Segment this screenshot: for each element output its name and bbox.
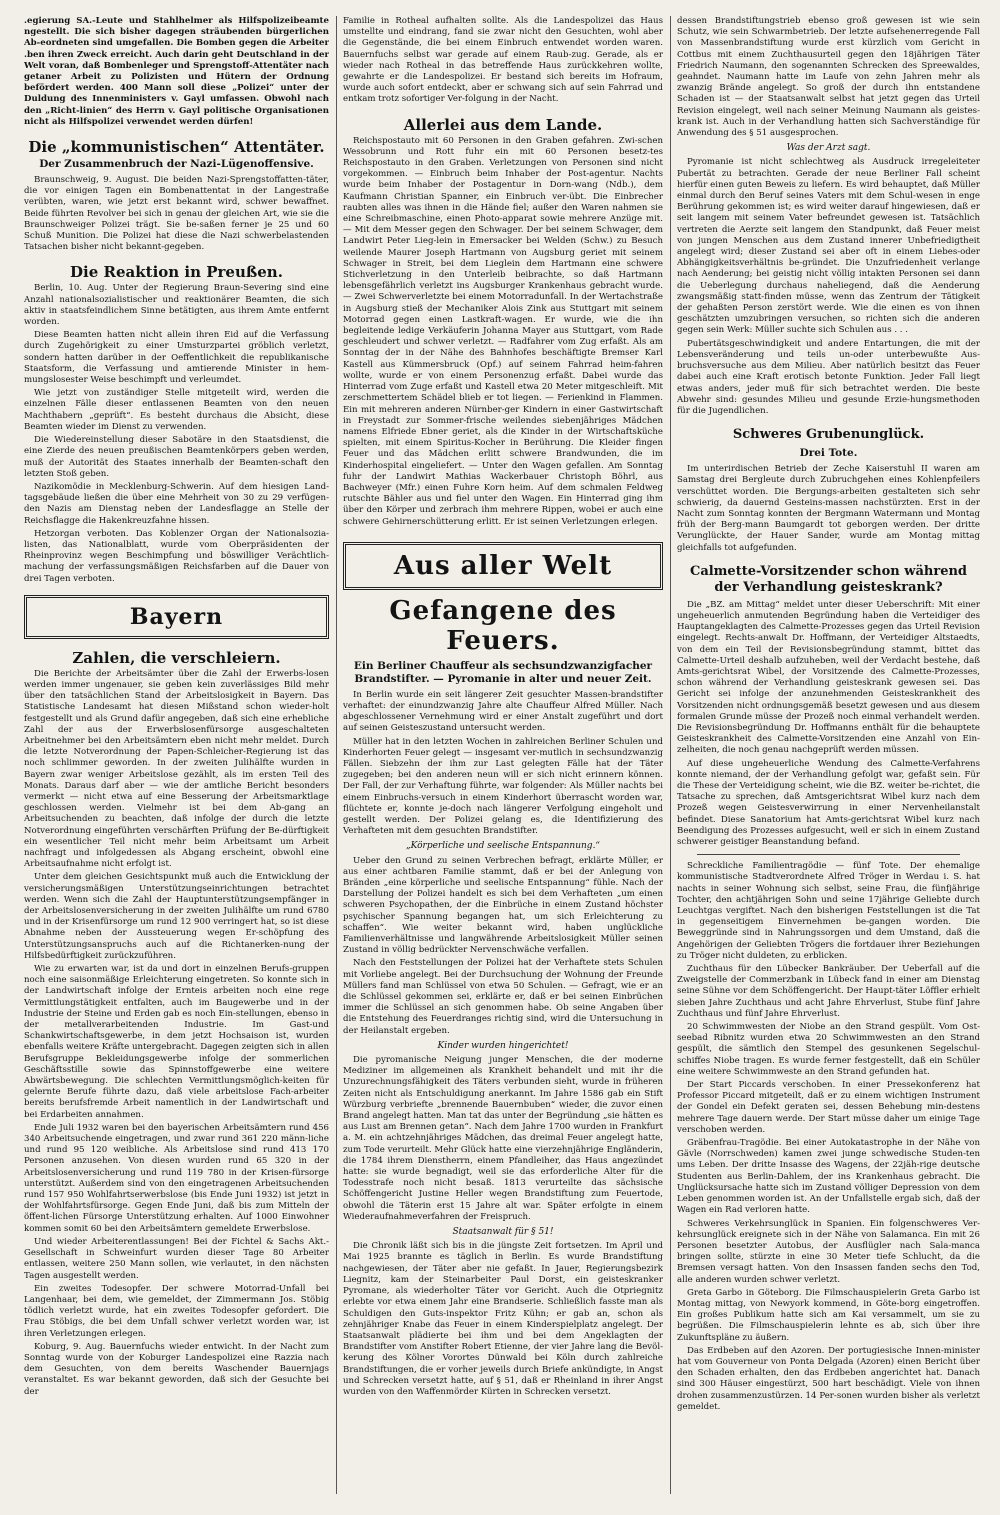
article-paragraph: Die Berichte der Arbeitsämter über die Zahl der Erwerbs-losen werden immer ungenauer, sie geben kein zuverlässiges Bild mehr über den tatsächlichen Stand der Arbeitslosigkeit in Bayern. Das Statistische Landesamt hat diesen Mißstand schon wieder-holt festgestellt und als Grund dafür angegeben, daß sich eine erhebliche Zahl der aus der Erwerbslosenfürsorge ausgeschalteten Arbeitnehmer bei den Arbeitsämtern eben nicht mehr meldet. Durch die letzte Notverordnung der Papen-Schleicher-Regierung ist das noch schlimmer geworden. In der zweiten Julihälfte wurden in Bayern zwar weniger Arbeitslose gezählt, als im ersten Teil des Monats. Daraus darf aber — wie der amtliche Bericht besonders vermerkt — nicht etwa auf eine Besserung der Arbeitsmarktlage geschlossen werden. Vielmehr ist bei dem Ab-gang an Arbeitsuchenden zu beachten, daß infolge der durch die letzte Notverordnung eingeführten verschärften Prüfung der Be-dürftigkeit ein wesentlicher Teil nicht mehr beim Arbeitsamt um Arbeit nachfragt und infolgedessen als Abgang erscheint, obwohl eine Arbeitsaufnahme nicht erfolgt ist. xyxy=(24,668,329,870)
article-paragraph: Unter dem gleichen Gesichtspunkt muß auch die Entwicklung der versicherungsmäßigen Unterstützungseinrichtungen betrachtet werden. Wenn sich die Zahl der Hauptunterstützungsempfänger in der Arbeitslosenversicherung in der zweiten Julihälfte um rund 6780 und in der Krisenfürsorge um rund 12 900 verringert hat, so ist diese Abnahme neben der Aussteuerung wegen Er-schöpfung des Unterstützungsanspruchs auch auf die Richtanerken-nung der Hilfsbedürftigkeit zurückzuführen. xyxy=(24,872,329,961)
article-paragraph: Pubertätsgeschwindigkeit und andere Entartungen, die mit der Lebensveränderung und teils un-oder unterbewußte Aus-bruchsversuche aus dem Milieu. Aber natürlich besitzt das Feuer dabei auch eine Kraft erotisch betonte Funktion. Jeder Fall liegt etwas anders, jeder muß für sich betrachtet werden. Die beste Abwehr sind: gesundes Milieu und gesunde Erzie-hungsmethoden für die Jugendlichen. xyxy=(677,338,980,416)
section-banner: Bayern xyxy=(24,595,329,639)
article-headline: Gefangene des Feuers. xyxy=(389,595,617,656)
section-banner: Aus aller Welt xyxy=(343,542,663,590)
article-paragraph: 20 Schwimmwesten der Niobe an den Strand gespült. Vom Ost-seebad Ribnitz wurden etwa 20 Schwimmwesten an den Strand gespült, die sämtlich den Stempel des gesunkenen Segelschul-schiffes Niobe tragen. Es wurde ferner festgestellt, daß ein Schüler eine weitere Schwimmweste an den Strand gefunden hat. xyxy=(677,1022,980,1077)
article-paragraph: Die pyromanische Neigung junger Menschen, die der moderne Mediziner im allgemeinen als Krankheit behandelt und mit ihr die Unzurechnungsfähigkeit des Täters verbunden sieht, wurde in früheren Zeiten nicht als Entschuldigung anerkannt. Im Jahre 1586 gab ein Stift Würzburg verbriefte „brennende Bauernbuben“ wieder, die zuvor einen Brand angelegt hatten. Man tat das unter der Begründung „sie hätten es aus Lust am Brennen getan“. Nach dem Jahre 1700 wurden in Frankfurt a. M. ein achtzehnjähriges Mädchen, das dreimal Feuer angelegt hatte, zum Tode verurteilt. Mehr Glück hatte eine vierzehnjährige Engländerin, die 1784 ihrem Dienstherrn, einem Pfandleiher, das Haus angezündet hatte: sie wurde begnadigt, weil sie das erforderliche Alter für die Todesstrafe noch nicht besaß. 1813 verurteilte das sächsische Schöffengericht Justine Heller wegen Brandstiftung zum Feuertode, obwohl die Täterin erst 15 Jahre alt war. Später erfolgte in einem Wiederaufnahmeverfahren der Freispruch. xyxy=(343,1055,663,1222)
article-headline: Zahlen, die verschleiern. xyxy=(72,648,281,667)
article-paragraph: Die Chronik läßt sich bis in die jüngste Zeit fortsetzen. Im April und Mai 1925 brannte es täglich in Berlin. Es wurde Brandstiftung nachgewiesen, der Täter aber nie gefaßt. In Jauer, Regierungsbezirk Liegnitz, kam der Steinarbeiter Paul Dorst, ein geisteskranker Pyromane, als wiederholter Täter vor Gericht. Auch die Otpriegnitz erlebte vor etwa einem Jahr eine Brandserie. Schließlich fasste man als Schuldigen den Guts-inspektor Fritz Kühn; er gab an, schon als zehnjähriger Knabe das Feuer in einem Kinderspielplatz angelegt. Der Staatsanwalt plädierte bei ihm und bei dem Angeklagten der Brandstifter vom Anstifter Robert Etienne, der vier Jahre lang die Bevöl-kerung des Kölner Vorortes Dünwald bei Köln durch zahlreiche Brandstiftungen, die er vorher jeweils durch Briefe ankündigte, in Angst und Schrecken versetzt hatte, auf § 51, daß er Rheinland in ihrer Angst wurden von den Waffenmörder Kürten in Schrecken versetzt. xyxy=(343,1241,663,1397)
article-paragraph: Koburg, 9. Aug. Bauernfuchs wieder entwicht. In der Nacht zum Sonntag wurde von der Koburger Landespolizei eine Razzia nach dem Gesuchten, von dem bereits Waschender Bauernjags veranstaltet. Es war bekannt geworden, daß sich der Gesuchte bei der xyxy=(24,1341,329,1397)
article-paragraph: Berlin, 10. Aug. Unter der Regierung Braun-Severing sind eine Anzahl nationalsozialistischer und reaktionärer Beamten, die sich aktiv in staatsfeindlichem Sinne betätigten, aus ihrem Amte entfernt worden. xyxy=(24,283,329,328)
article-paragraph: Schreckliche Familientragödie — fünf Tote. Der ehemalige kommunistische Stadtverordnete Alfred Tröger in Werdau i. S. hat nachts in seiner Wohnung sich selbst, seine Frau, die fünfjährige Tochter, den achtjährigen Sohn und seine 17jährige Geliebte durch Leuchtgas vergiftet. Nach den bisherigen Feststellungen ist die Tat in gegenseitigem Einvernehmen be-gangen worden. Die Beweggründe sind in Nahrungssorgen und dem Umstand, daß die Angehörigen der Geliebten Trögers die fortdauer ihrer Beziehungen zu Tröger nicht duldeten, zu erblicken. xyxy=(677,861,980,961)
column-right xyxy=(677,16,980,1494)
article-headline: Die „kommunistischen“ Attentäter. xyxy=(28,138,325,157)
section-subheading: Staatsanwalt für § 51! xyxy=(452,1227,554,1238)
article-paragraph: Im unterirdischen Betrieb der Zeche Kaiserstuhl II waren am Samstag drei Bergleute durch Zubruchgehen eines Kohlenpfeilers verschüttet worden. Die Bergungs-arbeiten gestalteten sich sehr schwierig, da dauernd Gesteins-massen nachstürzten. Erst in der Nacht zum Sonntag konnten der Bergmann Watermann und Montag früh der Berg-mann Baumgardt tot geborgen werden. Der dritte Verunglückte, der Hauer Sander, wurde am Montag mittag gleichfalls tot aufgefunden. xyxy=(677,464,980,553)
article-headline: Allerlei aus dem Lande. xyxy=(403,115,603,134)
column-left xyxy=(24,16,329,1494)
article-subheadline: Der Zusammenbruch der Nazi-Lügenoffensive. xyxy=(39,158,314,171)
section-subheading: Was der Arzt sagt. xyxy=(786,143,871,154)
article-subheadline: Drei Tote. xyxy=(799,447,858,460)
article-headline: Die Reaktion in Preußen. xyxy=(70,263,283,282)
article-paragraph: Ende Juli 1932 waren bei den bayerischen Arbeitsämtern rund 456 340 Arbeitsuchende eingetragen, und zwar rund 361 220 männ-liche und rund 95 120 weibliche. Als Arbeitslose sind rund 413 170 Personen anzusehen. Von diesen wurden rund 65 320 in der Arbeitslosenversicherung und rund 119 780 in der Krisen-fürsorge unterstützt. Außerdem sind von den eingetragenen Arbeitsuchenden rund 157 950 Wohlfahrtserwerbslose (bis Ende Juni 1932) ist jetzt in der Wohlfahrtsfürsorge. Gegen Ende Juni, daß bis zum Mitteln der öffent-lichen Fürsorge Unterstützung erhalten. Auf 1000 Einwohner kommen somit 60 bei den Arbeitsämtern gemeldete Erwerbslose. xyxy=(24,1122,329,1234)
article-paragraph: Pyromanie ist nicht schlechtweg als Ausdruck irregeleiteter Pubertät zu betrachten. Gerade der neue Berliner Fall scheint hierfür einen guten Beweis zu liefern. Es wird behauptet, daß Müller einmal durch den Beruf seines Vaters mit dem Schul-wesen in enge Berührung gekommen ist; es wird weiter darauf hingewiesen, daß er seit langem mit seinem Vater befreundet gewesen ist. Tatsächlich vertreten die Aerzte seit langem den Standpunkt, daß Feuer meist von jungen Menschen aus dem Zustand innerer Unbefriedigtheit angelegt wird; dieser Zustand sei aber oft in einem Liebes-oder Abhängigkeitsverhältnis be-gründet. Die Unzufriedenheit verlange nach Aenderung; bei geistig nicht völlig intakten Personen sei dann die Ueberlegung durchaus naheliegend, daß die Aenderung zwangsmäßig statt-finden müsse, wenn das Zentrum der Tätigkeit der gehaßten Person zerstört werde. Wie die einen es von ihnen geschätzten umzubringen versuchen, so richten sich die anderen gegen sein Werk: Müller suchte sich Schulen aus . . . xyxy=(677,157,980,336)
article-paragraph: Wie zu erwarten war, ist da und dort in einzelnen Berufs-gruppen noch eine saisonmäßige Erleichterung eingetreten. So konnte sich in der Landwirtschaft infolge der Ernteis arbeiten noch eine rege Vermittlungstätigkeit entfalten, auch im Baugewerbe und in der Industrie der Steine und Erden gab es noch Ein-stellungen, ebenso in der metallverarbeitenden Industrie. Im Gast-und Schankwirtschaftsgewerbe, in dem jetzt Hochsaison ist, wurden ebenfalls weitere Kräfte untergebracht. Dagegen zeigten sich in allen Berufsgruppe Bekleidungsgewerbe infolge der sommerlichen Geschäftsstille sowie das Spinnstoffgewerbe eine weitere Abwärtsbewegung. Die schlechten Vermittlungsmöglich-keiten für gelernte Berufe führte dazu, daß viele arbeitslose Fach-arbeiter bereits berufsfremde Arbeit namentlich in der Landwirtschaft und bei Erdarbeiten annahmen. xyxy=(24,964,329,1120)
section-subheading: Kinder wurden hingerichtet! xyxy=(437,1040,569,1051)
article-paragraph: Greta Garbo in Göteborg. Die Filmschauspielerin Greta Garbo ist Montag mittag, von Newyork kommend, in Göte-borg eingetroffen. Ein großes Publikum hatte sich am Kai versammelt, um sie zu begrüßen. Die Filmschauspielerin lehnte es ab, sich über ihre Zukunftspläne zu äußern. xyxy=(677,1287,980,1343)
section-subheading: „Körperliche und seelische Entspannung.“ xyxy=(405,841,601,852)
article-paragraph: Gräbenfrau-Tragödie. Bei einer Autokatastrophe in der Nähe von Gävle (Norrschweden) kamen zwei junge schwedische Studen-ten ums Leben. Der dritte Insasse des Wagens, der 22jäh-rige deutsche Studenten aus Berlin-Dahlem, der ins Krankenhaus gebracht. Die Unglücksursache hatte sich im Zustand völliger Depression von dem Leben genommen worden ist. An der Unfallstelle ergab sich, daß der Wagen ein Rad verloren hatte. xyxy=(677,1138,980,1216)
article-paragraph: Familie in Rotheal aufhalten sollte. Als die Landespolizei das Haus umstellte und eindrang, fand sie zwar nicht den Gesuchten, wohl aber die Gegenstände, die bei einem Einbruch entwendet worden waren. Bauernfuchs selbst war gerade auf einem Raub-zug. Gerade, als er wieder nach Rotheal in das betreffende Haus zurückkehren wollte, gewahrte er die Landespolizei. Er bestand sich bereits im Hofraum, wurde auch sofort entdeckt, aber er schwang sich auf sein Fahrrad und entkam trotz sofortiger Ver-folgung in der Nacht. xyxy=(343,16,663,105)
column-middle xyxy=(343,16,663,1494)
article-paragraph: Schweres Verkehrsunglück in Spanien. Ein folgenschweres Ver-kehrsunglück ereignete sich in der Nähe von Salamanca. Ein mit 26 Personen besetzter Autobus, der Ausflügler nach Sala-manca bringen sollte, stürzte in eine 30 Meter tiefe Schlucht, da die Bremsen versagt hatten. Von den Insassen fanden sechs den Tod, alle anderen wurden schwer verletzt. xyxy=(677,1218,980,1285)
divider xyxy=(697,854,960,855)
article-paragraph: .egierung SA.-Leute und Stahlhelmer als Hilfspolizeibeamte ngestellt. Die sich bisher dagegen sträubenden bürgerlichen Ab-eordneten sind umgefallen. Die Bomben gegen die Arbeiter .ben ihren Zweck erreicht. Auch darin geht Deutschland in der Welt voran, daß Bombenleger und Sprengstoff-Attentäter nach getaner Arbeit zu Polizisten und Hütern der Ordnung befördert werden. 400 Mann soll diese „Polizei“ unter der Duldung des Innenministers v. Gayl umfassen. Obwohl nach den „Richt-linien“ des Herrn v. Gayl politische Organisationen nicht als Hilfspolizei verwendet werden dürfen! xyxy=(24,16,329,127)
article-paragraph: Das Erdbeben auf den Azoren. Der portugiesische Innen-minister hat vom Gouverneur von Ponta Delgada (Azoren) einen Bericht über den Schaden erhalten, den das Erdbeben angerichtet hat. Danach sind 300 Häuser eingestürzt, 500 hart beschädigt. Viele von ihnen drohen zusammenzustürzen. 14 Per-sonen wurden bisher als verletzt gemeldet. xyxy=(677,1345,980,1412)
article-paragraph: Ueber den Grund zu seinen Verbrechen befragt, erklärte Müller, er aus einer achtbaren Familie stammt, daß er bei der Anlegung von Bränden „eine körperliche und seelische Entspannung“ fühle. Nach der Darstellung der Polizei handelt es sich bei dem Verhafteten „um einen schweren Psychopathen, der die Einbrüche in einem Zustand höchster psychischer Spannung begangen hat, um sich Erleichterung zu schaffen“. Wie weiter bekannt wird, haben unglückliche Familienverhältnisse und langwährende Arbeitslosigkeit Müller seinen Zustand in völlig bedrückter Nervenschwäche verfallen. xyxy=(343,855,663,956)
article-subheadline: Ein Berliner Chauffeur als sechsundzwanzigfacher Brandstifter. — Pyromanie in alter und neuer Zeit. xyxy=(353,659,653,685)
article-paragraph: In Berlin wurde ein seit längerer Zeit gesuchter Massen-brandstifter verhaftet: der einundzwanzig Jahre alte Chauffeur Alfred Müller. Nach abgeschlossener Vernehmung wird er einer Anstalt zugeführt und dort auf seinen Geisteszustand untersucht werden. xyxy=(343,689,663,734)
article-paragraph: Müller hat in den letzten Wochen in zahlreichen Berliner Schulen und Kinderhorten Feuer gelegt — insgesamt ver-mutlich in sechsundzwanzig Fällen. Siebzehn der ihm zur Last gelegten Fälle hat der Täter zugegeben; bei den anderen neun will er sich nicht erinnern können. Der Fall, der zur Verhaftung führte, war folgender: Als Müller nachts bei einem Einbruchs-versuch in einem Kinderhort überrascht worden war, flüchtete er, konnte je-doch nach längerer Verfolgung eingeholt und gestellt werden. Der Polizei gelang es, die Identifizierung des Verhafteten mit dem gesuchten Brandstifter. xyxy=(343,736,663,837)
article-headline: Schweres Grubenunglück. xyxy=(732,427,925,443)
article-paragraph: Die „BZ. am Mittag“ meldet unter dieser Ueberschrift: Mit einer ungeheuerlich anmutenden Begründung haben die Verteidiger des Hauptangeklagten des Calmette-Prozesses gegen das Urteil Revision eingelegt. Rechts-anwalt Dr. Hoffmann, der Verteidiger Altstaedts, von dem ein Teil der Revisionsbegründung stammt, bittet das Calmette-Urteil deshalb aufzuheben, weil der Verdacht bestehe, daß Amts-gerichtsrat Wibel, der Vorsitzende des Calmette-Prozesses, schon während der Verhandlung geisteskrank gewesen sei. Das Gericht sei infolge der anzunehmenden Geisteskrankheit des Vorsitzenden nicht ordnungsgemäß besetzt gewesen und aus diesem formalen Grunde müsse der Prozeß noch einmal verhandelt werden. Die Revisionsbegründung Dr. Hoffmanns enthält für die behauptete Geisteskrankheit des Calmette-Vorsitzenden eine Anzahl von Ein-zelheiten, die noch genau nachgeprüft werden müssen. xyxy=(677,599,980,756)
article-paragraph: Wie jetzt von zuständiger Stelle mitgeteilt wird, werden die einzelnen Fälle dieser entlassenen Beamten von den neuen Machthabern „geprüft“. Es besteht durchaus die Absicht, diese Beamten wieder im Dienst zu verwenden. xyxy=(24,388,329,432)
article-headline: Calmette-Vorsitzender schon während der Verhandlung geisteskrank? xyxy=(689,563,968,595)
article-paragraph: Und wieder Arbeiterentlassungen! Bei der Fichtel & Sachs Akt.-Gesellschaft in Schweinfurt wurden dieser Tage 80 Arbeiter entlassen, weitere 250 Mann sollen, wie verlautet, in den nächsten Tagen ausgestellt werden. xyxy=(24,1236,329,1281)
column-rule xyxy=(670,16,671,1494)
article-paragraph: Zuchthaus für den Lübecker Bankräuber. Der Ueberfall auf die Zweigstelle der Commerzbank in Lübeck fand in einer am Dienstag seine Sühne vor dem Schöffengericht. Der Haupt-täter Löffler erhielt sieben Jahre Zuchthaus und acht Jahre Ehrverlust, Stube fünf Jahre Zuchthaus und fünf Jahre Ehrverlust. xyxy=(677,964,980,1019)
article-paragraph: Nazikomödie in Mecklenburg-Schwerin. Auf dem hiesigen Land-tagsgebäude ließen die über eine Mehrheit von 30 zu 29 verfügen-den Nazis am Dienstag neben der Landesflagge an Stelle der Reichsflagge die Hakenkreuzfahne hissen. xyxy=(24,481,329,526)
article-paragraph: Auf diese ungeheuerliche Wendung des Calmette-Verfahrens konnte niemand, der der Verhandlung gefolgt war, gefaßt sein. Für die These der Verteidigung scheint, wie die BZ. weiter be-richtet, die Tatsache zu sprechen, daß Amtsgerichtsrat Wibel kurz nach dem Prozeß wegen Geistesverwirrung in einer Nervenheilanstalt befindet. Diese Sanatorium hat Amts-gerichtsrat Wibel kurz nach Beendigung des Prozesses aufgesucht, weil er sich in einem Zustand schwerer geistiger Beanstandung befand. xyxy=(677,758,980,847)
column-rule xyxy=(336,16,337,1494)
article-paragraph: Der Start Piccards verschoben. In einer Pressekonferenz hat Professor Piccard mitgeteilt, daß er zu einem wichtigen Instrument der Gondel ein Defekt geraten sei, dessen Behebung min-destens mehrere Tage dauern werde. Der Start müsse daher um einige Tage verschoben werden. xyxy=(677,1080,980,1135)
article-paragraph: Nach den Feststellungen der Polizei hat der Verhaftete stets Schulen mit Vorliebe angelegt. Bei der Durchsuchung der Wohnung der Freunde Müllers fand man Schlüssel von etwa 50 Schulen. — Gefragt, wie er an die Schlüssel gekommen sei, erklärte er, daß er bei seinen Einbrüchen immer die Schlüssel an sich genommen habe. Ob seine Angaben über die Entstehung des Feuerdranges richtig sind, wird die Untersuchung in der Heilanstalt ergeben. xyxy=(343,958,663,1036)
article-paragraph: dessen Brandstiftungstrieb ebenso groß gewesen ist wie sein Schutz, wie sein Schwarmbetrieb. Der letzte aufsehenerregende Fall von Massenbrandstiftung wurde erst kürzlich vom Gericht in Cottbus mit einem Zuchthausurteil gegen den 18jährigen Täter Friedrich Naumann, den sogenannten Schrecken des Spreewaldes, geahndet. Naumann hatte im Laufe von zehn Jahren mehr als zwanzig Brände angelegt. So groß der durch ihn entstandene Schaden ist — der Staatsanwalt selbst hat jetzt gegen das Urteil Revision eingelegt, weil nach seiner Meinung Naumann als geistes-krank ist. Auch in der Verhandlung hatten sich Sachverständige für Anwendung des § 51 ausgesprochen. xyxy=(677,16,980,139)
article-paragraph: Ein zweites Todesopfer. Der schwere Motorrad-Unfall bei Langenhaar, bei dem, wie gemeldet, der Zimmermann Jos. Stöbig tödlich verletzt wurde, hat ein zweites Todesopfer gefordert. Die Frau Stöbigs, die bei dem Unfall schwer verletzt worden war, ist ihren Verletzungen erlegen. xyxy=(24,1283,329,1339)
article-paragraph: Hetzorgan verboten. Das Koblenzer Organ der Nationalsozia-listen, das Nationalblatt, wurde vom Oberpräsidenten der Rheinprovinz wegen Beschimpfung und böswilliger Verächtlich-machung der verfassungsmäßigen Reichsfarben auf die Dauer von drei Tagen verboten. xyxy=(24,528,329,584)
article-paragraph: Braunschweig, 9. August. Die beiden Nazi-Sprengstoffatten-täter, die vor einigen Tagen ein Bombenattentat in der Langestraße verübten, waren, wie jetzt erst bekannt wird, schwer bewaffnet. Beide führten Revolver bei sich in genau der gleichen Art, wie sie die Braunschweiger Polizei trägt. Sie be-saßen ferner je 25 und 60 Schuß Munition. Die Polizei hat diese die Nazi schwerbelastenden Tatsachen bisher nicht bekannt-gegeben. xyxy=(24,175,329,253)
article-paragraph: Die Wiedereinstellung dieser Sabotäre in den Staatsdienst, die eine Zierde des neuen preußischen Beamtenkörpers geben werden, muß der Autorität des Staates innerhalb der Beamten-schaft den letzten Stoß geben. xyxy=(24,435,329,479)
article-paragraph: Diese Beamten hatten nicht allein ihren Eid auf die Verfassung durch Zugehörigkeit zu einer Umsturzpartei gröblich verletzt, sondern hatten darüber in der Oeffentlichkeit die republikanische Staatsform, die Verfassung und amtierende Minister in hem-mungslosester Weise beschimpft und verleumdet. xyxy=(24,330,329,386)
article-paragraph: Reichspostauto mit 60 Personen in den Graben gefahren. Zwi-schen Wessobrunn und Rott fuhr ein mit 60 Personen besetz-tes Reichspostauto in den Graben. Verletzungen von Personen sind nicht vorgekommen. — Einbruch beim Inhaber der Post-agentur. Nachts wurde beim Inhaber der Postagentur in Dorn-wang (Ndb.), dem Kaufmann Christian Spanner, ein Einbruch ver-übt. Die Einbrecher raubten alles was ihnen in die Hände fiel; außer den Waren nahmen sie eine Schreibmaschine, einen Photo-apparat sowie mehrere Anzüge mit. — Mit dem Messer gegen den Schwager. Der bei seinem Schwager, dem Landwirt Peter Lieg-lein in Emersacker bei Welden (Schw.) zu Besuch weilende Maurer Joseph Hartmann von Augsburg geriet mit seinem Schwager in Streit, bei dem Lieglein dem Hartmann eine schwere Stichverletzung in den Unterleib beibrachte, so daß Hartmann lebensgefährlich verletzt ins Augsburger Krankenhaus gebracht wurde. — Zwei Schwerverletzte bei einem Motorradunfall. In der Wertachstraße in Augsburg stieß der Mechaniker Alois Zink aus Stuttgart mit seinem Motorrad gegen einen Lastkraft-wagen. Er wurde, wie die ihn begleitende ledige Verkäuferin Johanna Mayer aus Stuttgart, vom Rade geschleudert und schwer verletzt. — Radfahrer vom Zug erfaßt. Als am Sonntag der in der Nähe des Bahnhofes beschäftigte Bremser Karl Kastell aus Kümmersbruck (Opf.) auf seinem Fahrrad heim-fahren wollte, wurde er von einem Personenzug erfaßt. Dabei wurde das Hinterrad vom Zuge erfaßt und Kastell etwa 20 Meter mitgeschleift. Mit zerschmettertem Schädel blieb er tot liegen. — Ferienkind in Flammen. Ein mit mehreren anderen Nürnber-ger Kindern in einer Gastwirtschaft in Freystadt zur Sommer-frische weilendes siebenjähriges Mädchen namens Elfriede Ebner geriet, als die Kinder in der Wirtschaftsküche spielten, mit einem Spiritus-Kocher in Berührung. Die Kleider fingen Feuer und das Mädchen erlitt schwere Brandwunden, die im Kinderhospital eingeliefert. — Unter den Wagen gefallen. Am Sonntag fuhr der Landwirt Mathias Wackerbauer Christoph Böhrl, aus Bachweyer (Mfr.) einen Fuhre Korn heim. Auf dem schmalen Feldweg rutschte Bähler aus und fiel unter den Wagen. Ein Hinterrad ging ihm über den Körper und zerbrach ihm mehrere Rippen, wobei er auch eine schwere Gehirnerschütterung erlitt. Er ist seinen Verletzungen erlegen. xyxy=(343,135,663,527)
